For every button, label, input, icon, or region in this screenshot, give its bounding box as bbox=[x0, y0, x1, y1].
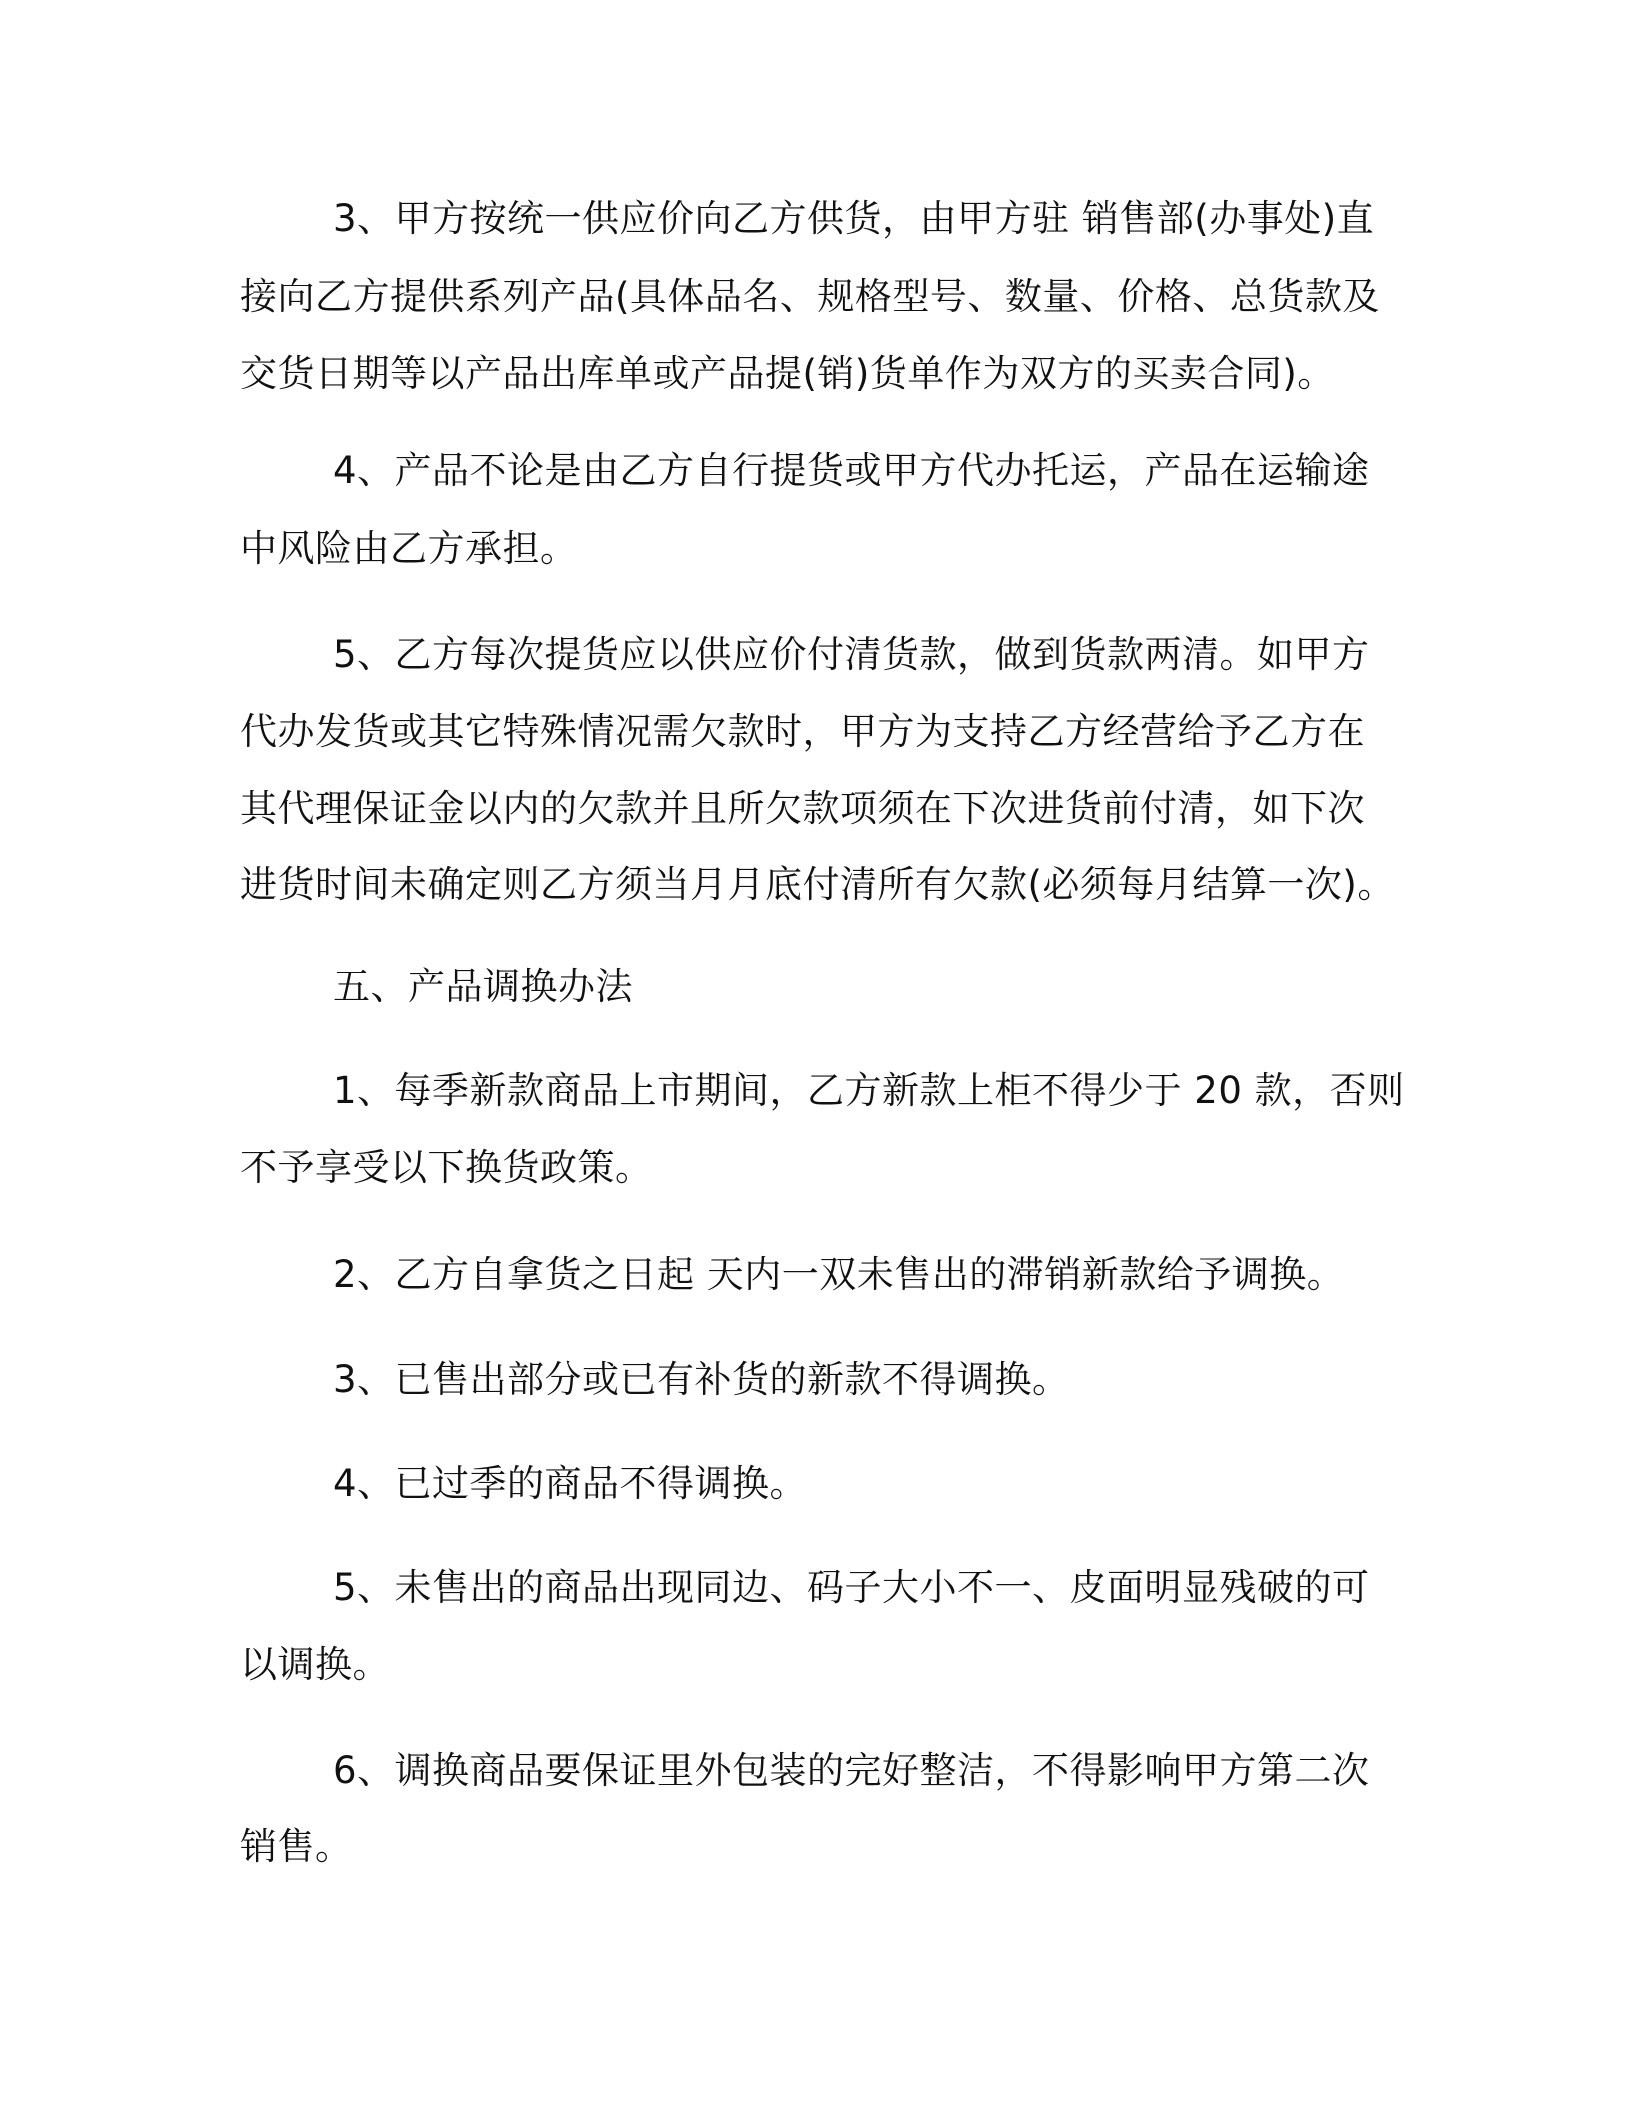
clause-5-6-line-1: 6、调换商品要保证里外包装的完好整洁，不得影响甲方第二次 bbox=[333, 1749, 1370, 1792]
clause-4-4-line-2: 中风险由乙方承担。 bbox=[240, 527, 578, 570]
clause-5-4-line-1: 4、已过季的商品不得调换。 bbox=[333, 1462, 808, 1505]
clause-4-5-line-2: 代办发货或其它特殊情况需欠款时，甲方为支持乙方经营给予乙方在 bbox=[240, 710, 1365, 753]
clause-5-1-line-2: 不予享受以下换货政策。 bbox=[240, 1146, 653, 1189]
clause-4-3-line-2: 接向乙方提供系列产品(具体品名、规格型号、数量、价格、总货款及 bbox=[240, 275, 1380, 318]
clause-4-5-line-4: 进货时间未确定则乙方须当月月底付清所有欠款(必须每月结算一次)。 bbox=[240, 863, 1395, 906]
clause-5-2-line-1: 2、乙方自拿货之日起 天内一双未售出的滞销新款给予调换。 bbox=[333, 1253, 1345, 1296]
section-5-heading: 五、产品调换办法 bbox=[333, 965, 633, 1008]
clause-4-3-line-3: 交货日期等以产品出库单或产品提(销)货单作为双方的买卖合同)。 bbox=[240, 352, 1335, 395]
clause-4-3-line-1: 3、甲方按统一供应价向乙方供货，由甲方驻 销售部(办事处)直 bbox=[333, 197, 1375, 240]
clause-5-5-line-2: 以调换。 bbox=[240, 1643, 390, 1686]
clause-5-5-line-1: 5、未售出的商品出现同边、码子大小不一、皮面明显残破的可 bbox=[333, 1566, 1370, 1609]
clause-4-5-line-3: 其代理保证金以内的欠款并且所欠款项须在下次进货前付清，如下次 bbox=[240, 787, 1365, 830]
clause-4-4-line-1: 4、产品不论是由乙方自行提货或甲方代办托运，产品在运输途 bbox=[333, 449, 1370, 492]
clause-5-3-line-1: 3、已售出部分或已有补货的新款不得调换。 bbox=[333, 1358, 1070, 1401]
clause-4-5-line-1: 5、乙方每次提货应以供应价付清货款，做到货款两清。如甲方 bbox=[333, 633, 1370, 676]
clause-5-1-line-1: 1、每季新款商品上市期间，乙方新款上柜不得少于 20 款，否则 bbox=[333, 1069, 1405, 1112]
clause-5-6-line-2: 销售。 bbox=[240, 1825, 353, 1868]
